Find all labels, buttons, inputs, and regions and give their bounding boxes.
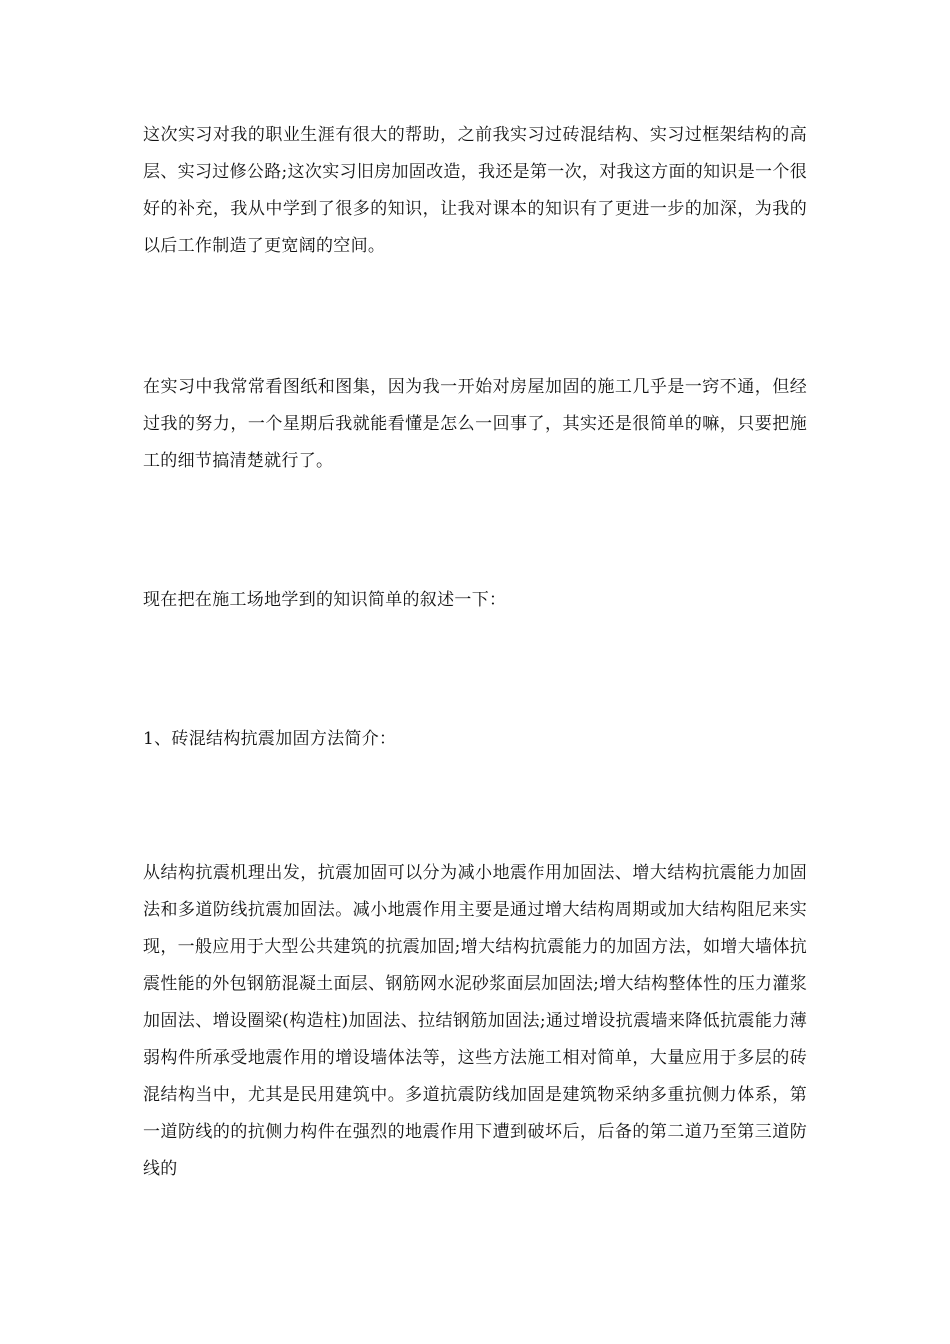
paragraph-intro-summary: 现在把在施工场地学到的知识简单的叙述一下： xyxy=(143,590,507,610)
section-heading-1: 1、砖混结构抗震加固方法简介： xyxy=(143,729,397,749)
paragraph-internship-benefit: 这次实习对我的职业生涯有很大的帮助，之前我实习过砖混结构、实习过框架结构的高层、实习过修公路;这次实习旧房加固改造，我还是第一次，对我这方面的知识是一个很好的补充，我从中学到了很多的知识，让我对课本的知识有了更进一步的加深，为我的以后工作制造了更宽阔的空间。 xyxy=(143,125,807,256)
paragraph-seismic-methods: 从结构抗震机理出发，抗震加固可以分为减小地震作用加固法、增大结构抗震能力加固法和多道防线抗震加固法。减小地震作用主要是通过增大结构周期或加大结构阻尼来实现，一般应用于大型公共建筑的抗震加固;增大结构抗震能力的加固方法，如增大墙体抗震性能的外包钢筋混凝土面层、钢筋网水泥砂浆面层加固法;增大结构整体性的压力灌浆加固法、增设圈梁(构造柱)加固法、拉结钢筋加固法;通过增设抗震墙来降低抗震能力薄弱构件所承受地震作用的增设墙体法等，这些方法施工相对简单，大量应用于多层的砖混结构当中，尤其是民用建筑中。多道抗震防线加固是建筑物采纳多重抗侧力体系，第一道防线的的抗侧力构件在强烈的地震作用下遭到破坏后，后备的第二道乃至第三道防线的 xyxy=(143,863,807,1179)
paragraph-reading-drawings: 在实习中我常常看图纸和图集，因为我一开始对房屋加固的施工几乎是一窍不通，但经过我的努力，一个星期后我就能看懂是怎么一回事了，其实还是很简单的嘛，只要把施工的细节搞清楚就行了。 xyxy=(143,377,807,471)
